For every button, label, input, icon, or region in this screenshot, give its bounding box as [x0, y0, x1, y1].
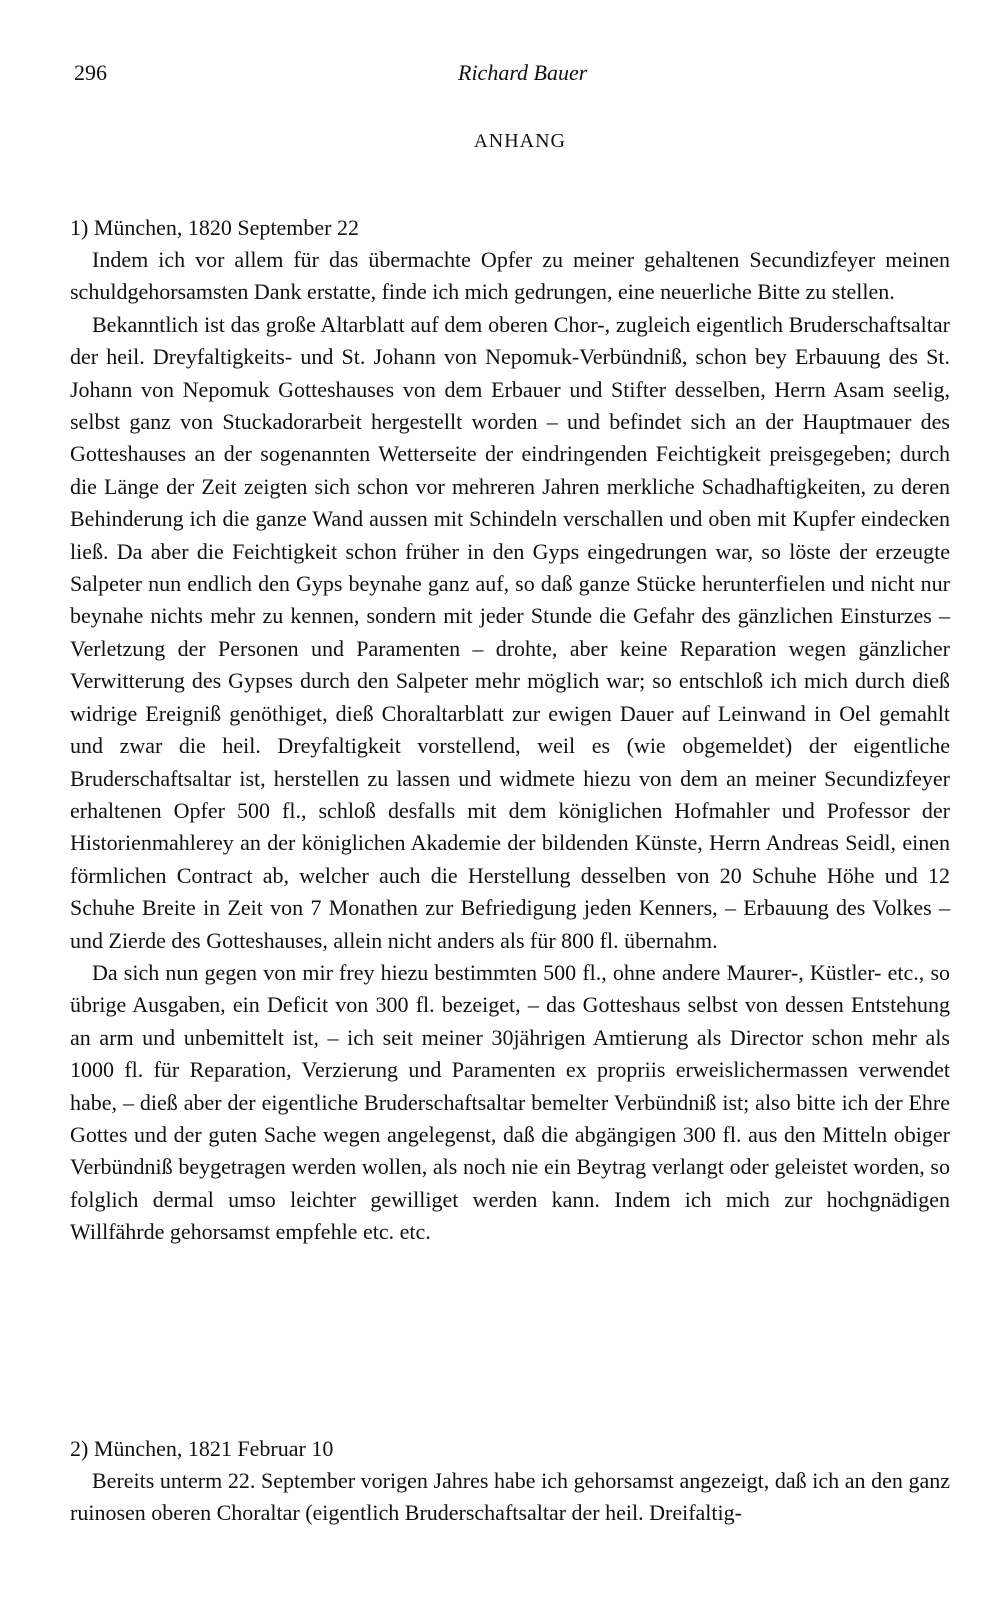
document-entry-2 [70, 1433, 950, 1530]
entry-heading: 2) München, 1821 Februar 10 [70, 1436, 334, 1461]
page-number: 296 [74, 60, 107, 85]
entry-heading: 1) München, 1820 September 22 [70, 215, 359, 240]
section-title [0, 130, 1000, 153]
section-title-rest: NHANG [488, 130, 566, 152]
section-title-initial: A [474, 131, 489, 152]
entry-paragraph: Bereits unterm 22. September vorigen Jahres habe ich gehorsamst angezeigt, daß ich an den ganz ruinosen oberen Choraltar (eigentlich Bruderschaftsaltar der heil. Dreifaltig- [70, 1468, 950, 1526]
entry-paragraph: Bekanntlich ist das große Altarblatt auf dem oberen Chor-, zugleich eigentlich Bruderschaftsaltar der heil. Dreyfaltigkeits- und St. Johann von Nepomuk-Verbündniß, schon bey Erbauung des St. Johann von Nepomuk Gotteshauses von dem Erbauer und Stifter desselben, Herrn Asam seelig, selbst ganz von Stuckadorarbeit hergestellt worden – und befindet sich an der Hauptmauer des Gotteshauses an der sogenannten Wetterseite der eindringenden Feichtigkeit preisgegeben; durch die Länge der Zeit zeigten sich schon vor mehreren Jahren merkliche Schadhaftigkeiten, zu deren Behinderung ich die ganze Wand aussen mit Schindeln verschallen und oben mit Kupfer eindecken ließ. Da aber die Feichtigkeit schon früher in den Gyps eingedrungen war, so löste der erzeugte Salpeter nun endlich den Gyps beynahe ganz auf, so daß ganze Stücke herunterfielen und nicht nur beynahe nichts mehr zu kennen, sondern mit jeder Stunde die Gefahr des gänzlichen Einsturzes – Verletzung der Personen und Paramenten – drohte, aber keine Reparation wegen gänzlicher Verwitterung des Gypses durch den Salpeter mehr möglich war; so entschloß ich mich durch dieß widrige Ereigniß genöthiget, dieß Choraltarblatt zur ewigen Dauer auf Leinwand in Oel gemahlt und zwar die heil. Dreyfaltigkeit vorstellend, weil es (wie obgemeldet) der eigentliche Bruderschaftsaltar ist, herstellen zu lassen und widmete hiezu von dem an meiner Secundizfeyer erhaltenen Opfer 500 fl., schloß desfalls mit dem königlichen Hofmahler und Professor der Historienmahlerey an der königlichen Akademie der bildenden Künste, Herrn Andreas Seidl, einen förmlichen Contract ab, welcher auch die Herstellung desselben von 20 Schuhe Höhe und 12 Schuhe Breite in Zeit von 7 Monathen zur Befriedigung jeden Kenners, – Erbauung des Volkes – und Zierde des Gotteshauses, allein nicht anders als für 800 fl. übernahm. [70, 311, 950, 953]
running-head-author: Richard Bauer [458, 60, 588, 85]
document-entry-1 [70, 212, 950, 1249]
entry-paragraph: Da sich nun gegen von mir frey hiezu bestimmten 500 fl., ohne andere Maurer-, Küstler- etc., so übrige Ausgaben, ein Deficit von 300 fl. bezeiget, – das Gotteshaus selbst von dessen Entstehung an arm und unbemittelt ist, – ich seit meiner 30jährigen Amtierung als Director schon mehr als 1000 fl. für Reparation, Verzierung und Paramenten ex propriis erweislichermassen verwendet habe, – dieß aber der eigentliche Bruderschaftsaltar bemelter Verbündniß ist; also bitte ich der Ehre Gottes und der guten Sache wegen angelegenst, daß die abgängigen 300 fl. aus den Mitteln obiger Verbündniß beygetragen werden wollen, als noch nie ein Beytrag verlangt oder geleistet worden, so folglich dermal umso leichter gewilliget werden kann. Indem ich mich zur hochgnädigen Willfährde gehorsamst empfehle etc. etc. [70, 959, 950, 1245]
entry-paragraph: Indem ich vor allem für das übermachte Opfer zu meiner gehaltenen Secundizfeyer meinen schuldgehorsamsten Dank erstatte, finde ich mich gedrungen, eine neuerliche Bitte zu stellen. [70, 247, 950, 305]
